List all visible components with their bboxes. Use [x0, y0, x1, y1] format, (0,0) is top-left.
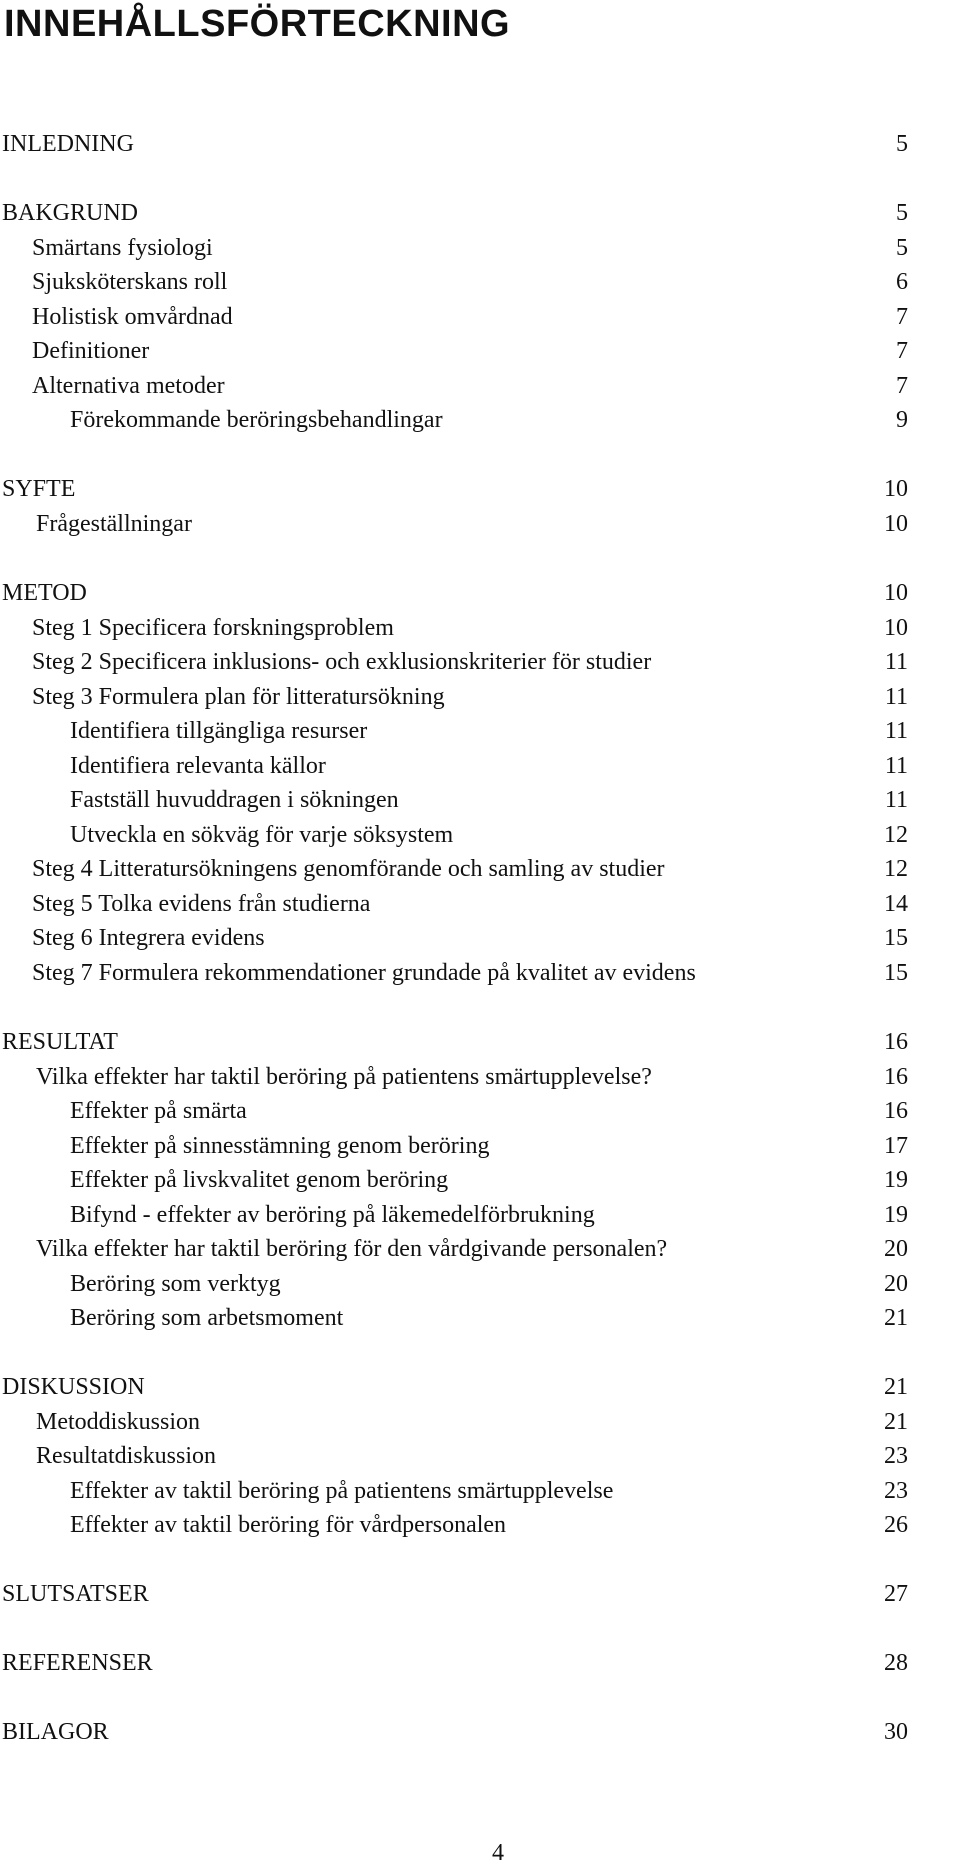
- toc-entry-page: 11: [884, 649, 908, 675]
- toc-entry-label: Fastställ huvuddragen i sökningen: [70, 787, 399, 813]
- toc-entry-bifynd[interactable]: [0, 1198, 908, 1232]
- toc-entry-page: 11: [884, 684, 908, 710]
- toc-entry-page: 7: [896, 373, 908, 399]
- toc-entry-page: 19: [884, 1167, 908, 1193]
- toc-entry-page: 10: [884, 511, 908, 537]
- toc-entry-effekter-vardpersonal[interactable]: [0, 1508, 908, 1542]
- toc-entry-page: 12: [884, 856, 908, 882]
- toc-entry-label: Vilka effekter har taktil beröring för den vårdgivande personalen?: [36, 1236, 668, 1262]
- toc-entry-page: 10: [884, 580, 908, 606]
- toc-entry-metod[interactable]: [0, 576, 908, 610]
- toc-entry-page: 5: [896, 235, 908, 261]
- toc-entry-label: Steg 7 Formulera rekommendationer grundade på kvalitet av evidens: [32, 960, 696, 986]
- toc-entry-definitioner[interactable]: [0, 334, 908, 368]
- toc-entry-label: Beröring som arbetsmoment: [70, 1305, 344, 1331]
- toc-entry-label: Alternativa metoder: [32, 373, 225, 399]
- toc-entry-page: 9: [896, 407, 908, 433]
- toc-entry-beroring-verktyg[interactable]: [0, 1267, 908, 1301]
- toc-entry-page: 30: [884, 1719, 908, 1745]
- toc-entry-label: Effekter på livskvalitet genom beröring: [70, 1167, 449, 1193]
- toc-entry-page: 16: [884, 1029, 908, 1055]
- toc-entry-resultat[interactable]: [0, 1025, 908, 1059]
- toc-entry-page: 7: [896, 338, 908, 364]
- toc-entry-steg-4[interactable]: [0, 852, 908, 886]
- toc-entry-effekter-patient[interactable]: [0, 1474, 908, 1508]
- toc-entry-label: SYFTE: [2, 476, 76, 502]
- toc-entry-faststall-huvuddragen[interactable]: [0, 783, 908, 817]
- toc-entry-effekter-livskvalitet[interactable]: [0, 1163, 908, 1197]
- toc-entry-page: 28: [884, 1650, 908, 1676]
- toc-entry-effekter-sinnesstamning[interactable]: [0, 1129, 908, 1163]
- toc-entry-page: 14: [884, 891, 908, 917]
- toc-entry-label: Effekter på smärta: [70, 1098, 247, 1124]
- toc-entry-label: METOD: [2, 580, 87, 606]
- toc-entry-page: 23: [884, 1478, 908, 1504]
- toc-entry-page: 7: [896, 304, 908, 330]
- toc-entry-label: Beröring som verktyg: [70, 1271, 281, 1297]
- toc-entry-page: 19: [884, 1202, 908, 1228]
- toc-entry-label: Effekter på sinnesstämning genom beröring: [70, 1133, 490, 1159]
- toc-entry-utveckla-sokvag[interactable]: [0, 818, 908, 852]
- toc-entry-bilagor[interactable]: [0, 1715, 908, 1749]
- toc-entry-diskussion[interactable]: [0, 1370, 908, 1404]
- toc-entry-label: RESULTAT: [2, 1029, 118, 1055]
- toc-entry-page: 21: [884, 1409, 908, 1435]
- toc-entry-page: 21: [884, 1305, 908, 1331]
- toc-entry-label: DISKUSSION: [2, 1374, 145, 1400]
- toc-entry-label: Holistisk omvårdnad: [32, 304, 233, 330]
- toc-entry-page: 26: [884, 1512, 908, 1538]
- toc-entry-steg-3[interactable]: [0, 680, 908, 714]
- toc-entry-fraga-personal[interactable]: [0, 1232, 908, 1266]
- toc-entry-page: 21: [884, 1374, 908, 1400]
- toc-entry-label: BILAGOR: [2, 1719, 109, 1745]
- toc-entry-label: SLUTSATSER: [2, 1581, 149, 1607]
- toc-entry-steg-1[interactable]: [0, 611, 908, 645]
- toc-entry-label: Steg 6 Integrera evidens: [32, 925, 265, 951]
- toc-entry-label: Bifynd - effekter av beröring på läkemedelförbrukning: [70, 1202, 595, 1228]
- toc-entry-label: Resultatdiskussion: [36, 1443, 217, 1469]
- toc-entry-label: Steg 5 Tolka evidens från studierna: [32, 891, 371, 917]
- toc-entry-label: Smärtans fysiologi: [32, 235, 213, 261]
- toc-entry-label: Sjuksköterskans roll: [32, 269, 228, 295]
- toc-entry-page: 15: [884, 925, 908, 951]
- toc-entry-holistisk-omvardnad[interactable]: [0, 300, 908, 334]
- toc-entry-identifiera-kallor[interactable]: [0, 749, 908, 783]
- toc-entry-inledning[interactable]: [0, 127, 908, 161]
- toc-entry-label: Identifiera tillgängliga resurser: [70, 718, 368, 744]
- toc-entry-page: 27: [884, 1581, 908, 1607]
- toc-entry-page: 11: [884, 787, 908, 813]
- toc-entry-referenser[interactable]: [0, 1646, 908, 1680]
- toc-entry-page: 20: [884, 1271, 908, 1297]
- toc-entry-page: 5: [896, 200, 908, 226]
- toc-entry-bakgrund[interactable]: [0, 196, 908, 230]
- toc-entry-steg-2[interactable]: [0, 645, 908, 679]
- toc-entry-label: BAKGRUND: [2, 200, 139, 226]
- toc-entry-page: 16: [884, 1064, 908, 1090]
- toc-entry-sjukskoterskans-roll[interactable]: [0, 265, 908, 299]
- toc-entry-page: 23: [884, 1443, 908, 1469]
- toc-entry-label: Steg 4 Litteratursökningens genomförande och samling av studier: [32, 856, 665, 882]
- toc-entry-label: Definitioner: [32, 338, 150, 364]
- toc-entry-metoddiskussion[interactable]: [0, 1405, 908, 1439]
- toc-entry-label: Steg 1 Specificera forskningsproblem: [32, 615, 394, 641]
- toc-entry-page: 16: [884, 1098, 908, 1124]
- toc-entry-page: 5: [896, 131, 908, 157]
- toc-entry-page: 10: [884, 615, 908, 641]
- toc-entry-label: Effekter av taktil beröring för vårdpersonalen: [70, 1512, 507, 1538]
- toc-entry-label: Steg 2 Specificera inklusions- och exklusionskriterier för studier: [32, 649, 652, 675]
- toc-entry-forekommande-beroringsbehandlingar[interactable]: [0, 403, 908, 437]
- toc-entry-slutsatser[interactable]: [0, 1577, 908, 1611]
- toc-entry-steg-7[interactable]: [0, 956, 908, 990]
- toc-entry-label: Identifiera relevanta källor: [70, 753, 326, 779]
- toc-entry-page: 6: [896, 269, 908, 295]
- toc-entry-page: 20: [884, 1236, 908, 1262]
- toc-entry-label: Effekter av taktil beröring på patientens smärtupplevelse: [70, 1478, 614, 1504]
- toc-entry-label: Frågeställningar: [36, 511, 192, 537]
- toc-entry-page: 17: [884, 1133, 908, 1159]
- toc-entry-resultatdiskussion[interactable]: [0, 1439, 908, 1473]
- toc-entry-label: Metoddiskussion: [36, 1409, 201, 1435]
- toc-entry-steg-6[interactable]: [0, 921, 908, 955]
- toc-entry-label: Förekommande beröringsbehandlingar: [70, 407, 443, 433]
- page-title: INNEHÅLLSFÖRTECKNING: [4, 3, 511, 45]
- toc-entry-smartans-fysiologi[interactable]: [0, 231, 908, 265]
- toc-entry-steg-5[interactable]: [0, 887, 908, 921]
- toc-entry-label: Utveckla en sökväg för varje söksystem: [70, 822, 454, 848]
- toc-entry-page: 10: [884, 476, 908, 502]
- toc-entry-page: 15: [884, 960, 908, 986]
- toc-entry-label: REFERENSER: [2, 1650, 153, 1676]
- toc-entry-effekter-smarta[interactable]: [0, 1094, 908, 1128]
- toc-entry-alternativa-metoder[interactable]: [0, 369, 908, 403]
- toc-entry-label: INLEDNING: [2, 131, 134, 157]
- toc-entry-fraga-patient[interactable]: [0, 1060, 908, 1094]
- toc-entry-label: Vilka effekter har taktil beröring på patientens smärtupplevelse?: [36, 1064, 652, 1090]
- toc-entry-label: Steg 3 Formulera plan för litteratursökning: [32, 684, 445, 710]
- page-number: 4: [492, 1840, 504, 1866]
- toc-entry-identifiera-resurser[interactable]: [0, 714, 908, 748]
- toc-entry-syfte[interactable]: [0, 472, 908, 506]
- toc-entry-page: 12: [884, 822, 908, 848]
- toc-entry-page: 11: [884, 718, 908, 744]
- toc-entry-fragestallningar[interactable]: [0, 507, 908, 541]
- toc-entry-page: 11: [884, 753, 908, 779]
- toc-entry-beroring-arbetsmoment[interactable]: [0, 1301, 908, 1335]
